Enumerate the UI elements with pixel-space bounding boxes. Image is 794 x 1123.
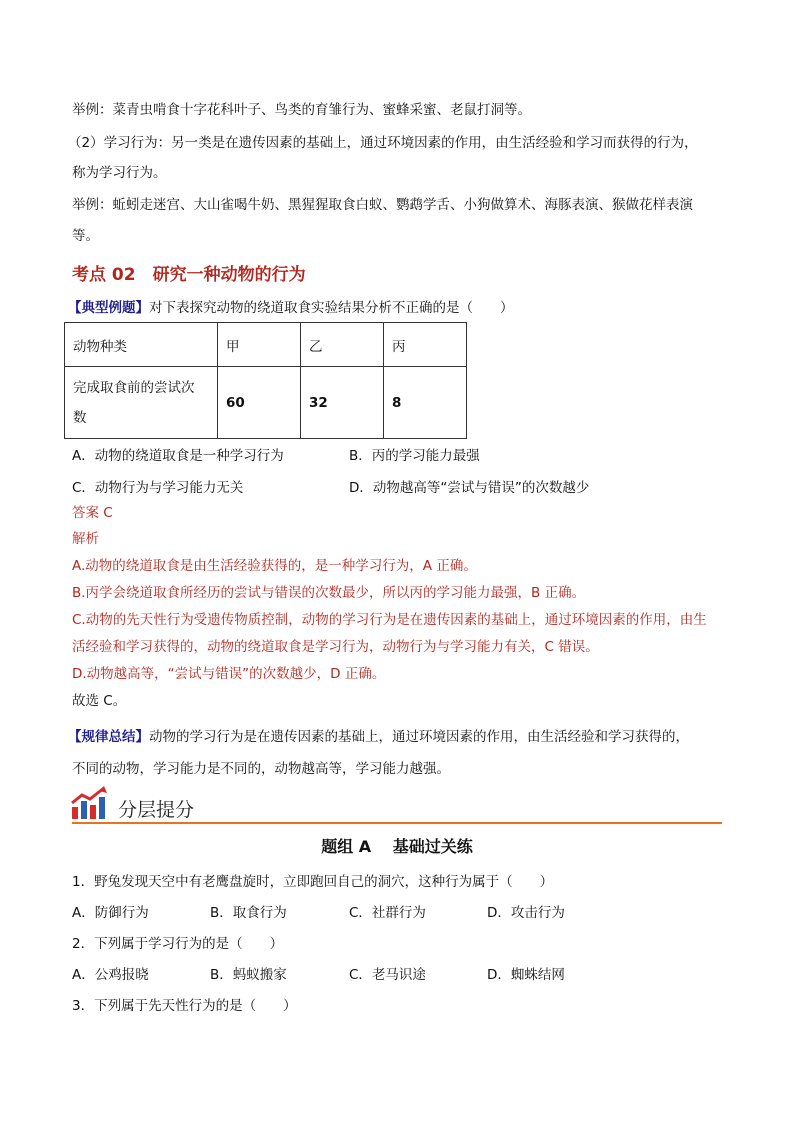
option-c: C．动物行为与学习能力无关 bbox=[72, 480, 244, 496]
table-row-label-line2: 数 bbox=[73, 409, 87, 426]
example-question bbox=[68, 298, 514, 318]
table-row bbox=[65, 367, 467, 439]
experiment-table bbox=[64, 322, 467, 439]
analysis-line: C.动物的先天性行为受遗传物质控制，动物的学习行为是在遗传因素的基础上，通过环境因素的作用，由生 bbox=[72, 612, 707, 628]
analysis-conclusion: 故选 C。 bbox=[72, 693, 127, 709]
example-question-text: 对下表探究动物的绕道取食实验结果分析不正确的是（ ） bbox=[149, 300, 514, 316]
table-row-label bbox=[65, 367, 218, 439]
summary-line1: 动物的学习行为是在遗传因素的基础上，通过环境因素的作用，由生活经验和学习获得的， bbox=[149, 729, 689, 745]
table-header-cell: 乙 bbox=[301, 323, 384, 367]
question-1-option: B．取食行为 bbox=[210, 905, 287, 921]
learned-definition-line1: （2）学习行为：另一类是在遗传因素的基础上，通过环境因素的作用，由生活经验和学习而获得的行为， bbox=[68, 135, 698, 151]
table-cell: 8 bbox=[384, 367, 467, 439]
question-2-stem: 2．下列属于学习行为的是（ ） bbox=[72, 936, 284, 952]
table-header-cell: 甲 bbox=[218, 323, 301, 367]
table-header-cell: 动物种类 bbox=[65, 323, 218, 367]
summary-tag: 【规律总结】 bbox=[68, 729, 149, 745]
analysis-label: 解析 bbox=[72, 531, 99, 547]
example-tag: 【典型例题】 bbox=[68, 300, 149, 316]
question-3-stem: 3．下列属于先天性行为的是（ ） bbox=[72, 998, 297, 1014]
learned-examples-line1: 举例：蚯蚓走迷宫、大山雀喝牛奶、黑猩猩取食白蚁、鹦鹉学舌、小狗做算术、海豚表演、猴做花样表演 bbox=[72, 197, 693, 213]
question-2-option: B．蚂蚁搬家 bbox=[210, 967, 287, 983]
option-b: B．丙的学习能力最强 bbox=[349, 448, 480, 464]
banner-title: 分层提分 bbox=[118, 799, 195, 821]
question-1-option: C．社群行为 bbox=[349, 905, 426, 921]
question-1-option: A．防御行为 bbox=[72, 905, 149, 921]
innate-examples: 举例：菜青虫啃食十字花科叶子、鸟类的育雏行为、蜜蜂采蜜、老鼠打洞等。 bbox=[72, 102, 531, 118]
question-2-option: D．蜘蛛结网 bbox=[487, 967, 565, 983]
option-a: A．动物的绕道取食是一种学习行为 bbox=[72, 448, 284, 464]
question-1-stem: 1．野兔发现天空中有老鹰盘旋时，立即跑回自己的洞穴，这种行为属于（ ） bbox=[72, 874, 554, 890]
table-header-row bbox=[65, 323, 467, 367]
question-2-option: C．老马识途 bbox=[349, 967, 426, 983]
chart-growth-icon bbox=[70, 785, 110, 821]
summary-line2: 不同的动物，学习能力是不同的，动物越高等，学习能力越强。 bbox=[72, 761, 450, 777]
learned-examples-line2: 等。 bbox=[72, 228, 99, 244]
answer: 答案 C bbox=[72, 505, 113, 521]
table-cell: 32 bbox=[301, 367, 384, 439]
table-row-label-line1: 完成取食前的尝试次 bbox=[73, 379, 195, 396]
analysis-line: 活经验和学习获得的，动物的绕道取食是学习行为，动物行为与学习能力有关，C 错误。 bbox=[72, 639, 599, 655]
banner-divider bbox=[72, 822, 722, 824]
table-cell: 60 bbox=[218, 367, 301, 439]
question-2-option: A．公鸡报晓 bbox=[72, 967, 149, 983]
question-1-option: D．攻击行为 bbox=[487, 905, 565, 921]
analysis-line: D.动物越高等，“尝试与错误”的次数越少，D 正确。 bbox=[72, 666, 386, 682]
option-d: D．动物越高等“尝试与错误”的次数越少 bbox=[349, 480, 590, 496]
analysis-line: B.丙学会绕道取食所经历的尝试与错误的次数最少，所以丙的学习能力最强，B 正确。 bbox=[72, 585, 586, 601]
analysis-line: A.动物的绕道取食是由生活经验获得的，是一种学习行为，A 正确。 bbox=[72, 558, 477, 574]
table-header-cell: 丙 bbox=[384, 323, 467, 367]
section-title: 考点 02 研究一种动物的行为 bbox=[72, 265, 306, 285]
group-title: 题组 A 基础过关练 bbox=[321, 837, 473, 856]
learned-definition-line2: 称为学习行为。 bbox=[72, 165, 167, 181]
rule-summary bbox=[68, 727, 689, 747]
